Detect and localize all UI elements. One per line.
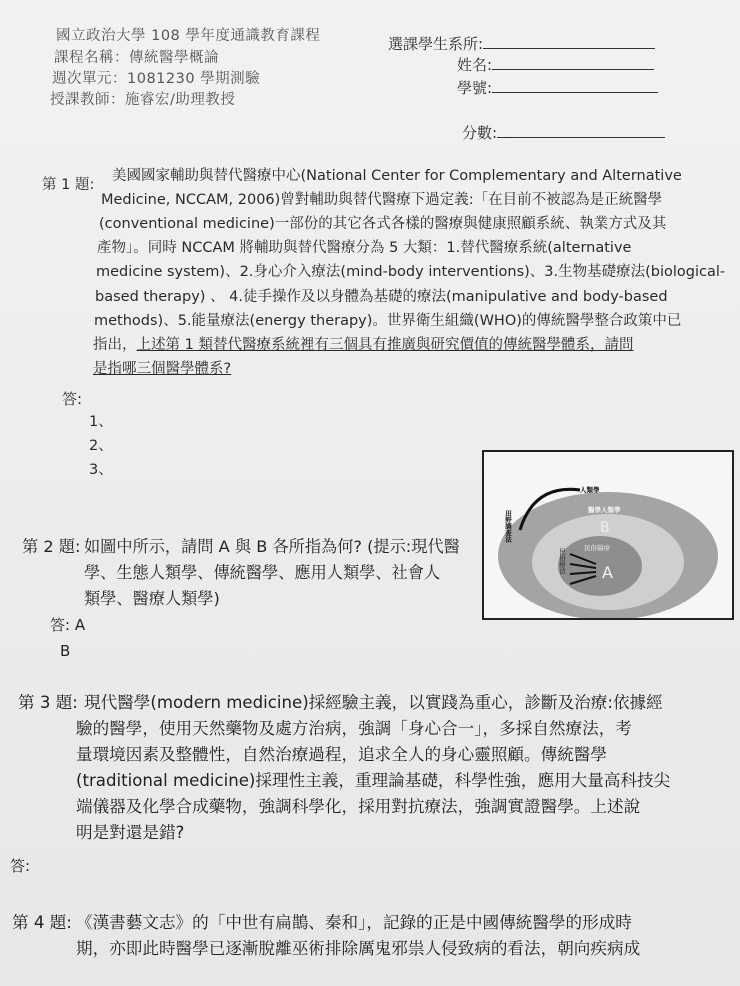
q1-answer-3[interactable]: 3、 — [89, 462, 113, 478]
q3-label: 第 3 題: — [18, 693, 78, 712]
diagram-svg — [484, 452, 732, 618]
q3-line3: 量環境因素及整體性，自然治療過程，追求全人的身心靈照顧。傳統醫學 — [76, 745, 607, 764]
middle-letter: B — [600, 520, 610, 536]
side-label: 田野調查法 — [504, 510, 512, 543]
q1-line6: based therapy) 、 4.徒手操作及以身體為基礎的療法(manipulative and body-based — [95, 289, 668, 305]
course-name-line: 課程名稱：傳統醫學概論 — [54, 50, 219, 66]
score-label: 分數: — [462, 124, 498, 142]
name-blank[interactable] — [492, 55, 654, 70]
inner-letter: A — [602, 563, 613, 582]
q1-answer-2[interactable]: 2、 — [89, 438, 113, 454]
dept-field[interactable] — [388, 33, 655, 54]
dept-blank[interactable] — [483, 34, 655, 49]
q1-line8 — [93, 333, 633, 357]
q1-line4: 產物」。同時 NCCAM 將輔助與替代醫療分為 5 大類：1.替代醫療系統(alternative — [97, 240, 632, 256]
q1-answer-label: 答: — [62, 390, 83, 408]
q3-line6: 明是對還是錯? — [76, 823, 185, 842]
instructor-line: 授課教師：施睿宏/助理教授 — [50, 92, 236, 108]
score-blank[interactable] — [497, 123, 665, 138]
q1-answer-1[interactable]: 1、 — [89, 414, 113, 430]
unit-line: 週次單元：1081230 學期測驗 — [52, 71, 261, 87]
q1-line7: methods)、5.能量療法(energy therapy)。世界衛生組織(WHO)的傳統醫學整合政策中已 — [94, 313, 682, 329]
anthropology-diagram — [482, 450, 734, 620]
university-course-line: 國立政治大學 108 學年度通識教育課程 — [56, 28, 321, 44]
inner-label: 民俗醫療 — [584, 544, 610, 552]
q2-answer-b[interactable]: B — [60, 642, 71, 660]
middle-label: 醫學人類學 — [588, 506, 621, 514]
q1-line2: Medicine, NCCAM, 2006)曾對輔助與替代醫療下過定義:「在目前不被認為是正統醫學 — [101, 192, 663, 208]
q2-line1: 如圖中所示，請問 A 與 B 各所指為何? (提示:現代醫 — [84, 537, 460, 556]
student-id-blank[interactable] — [492, 78, 658, 93]
q1-key-question: 上述第 1 類替代醫療系統裡有三個具有推廣與研究價值的傳統醫學體系，請問 — [136, 337, 634, 353]
outer-label: 人類學 — [580, 486, 600, 494]
q1-line3: (conventional medicine)一部份的其它各式各樣的醫療與健康照顧系統、執業方式及其 — [99, 216, 667, 232]
dept-label: 選課學生系所: — [388, 35, 484, 53]
q2-line3: 類學、醫療人類學) — [84, 589, 220, 608]
student-id-field[interactable] — [457, 77, 658, 98]
q2-line2: 學、生態人類學、傳統醫學、應用人類學、社會人 — [84, 563, 441, 582]
q3-line4: (traditional medicine)採理性主義，重理論基礎，科學性強，應用大量高科技尖 — [76, 771, 671, 790]
q1-line1: 美國國家輔助與替代醫療中心(National Center for Complementary and Alternative — [112, 168, 682, 184]
q1-line5: medicine system)、2.身心介入療法(mind-body interventions)、3.生物基礎療法(biological- — [96, 264, 726, 280]
q3-line1: 現代醫學(modern medicine)採經驗主義，以實踐為重心，診斷及治療:依據經 — [84, 693, 663, 712]
q2-answer-a[interactable]: 答: A — [50, 616, 86, 634]
q2-label: 第 2 題: — [22, 537, 81, 556]
score-field[interactable] — [462, 122, 665, 143]
student-id-label: 學號: — [457, 79, 493, 97]
name-field[interactable] — [457, 54, 654, 75]
q1-line8-prefix: 指出， — [93, 337, 137, 353]
q1-label: 第 1 題: — [42, 177, 95, 193]
q4-line2: 期，亦即此時醫學已逐漸脫離巫術排除厲鬼邪祟人侵致病的看法，朝向疾病成 — [76, 939, 641, 958]
q1-line9: 是指哪三個醫學體系? — [93, 361, 232, 377]
q3-line2: 驗的醫學，使用天然藥物及處方治病，強調「身心合一」，多採自然療法，考 — [76, 719, 632, 738]
q3-answer-label[interactable]: 答: — [10, 857, 31, 875]
q3-line5: 端儀器及化學合成藥物，強調科學化，採用對抗療法，強調實證醫學。上述說 — [76, 797, 641, 816]
arrow-label: 民俗療法 — [558, 548, 566, 574]
q4-line1: 《漢書藝文志》的「中世有扁鵲、秦和」，記錄的正是中國傳統醫學的形成時 — [76, 913, 632, 932]
name-label: 姓名: — [457, 56, 493, 74]
q4-label: 第 4 題: — [12, 913, 72, 932]
